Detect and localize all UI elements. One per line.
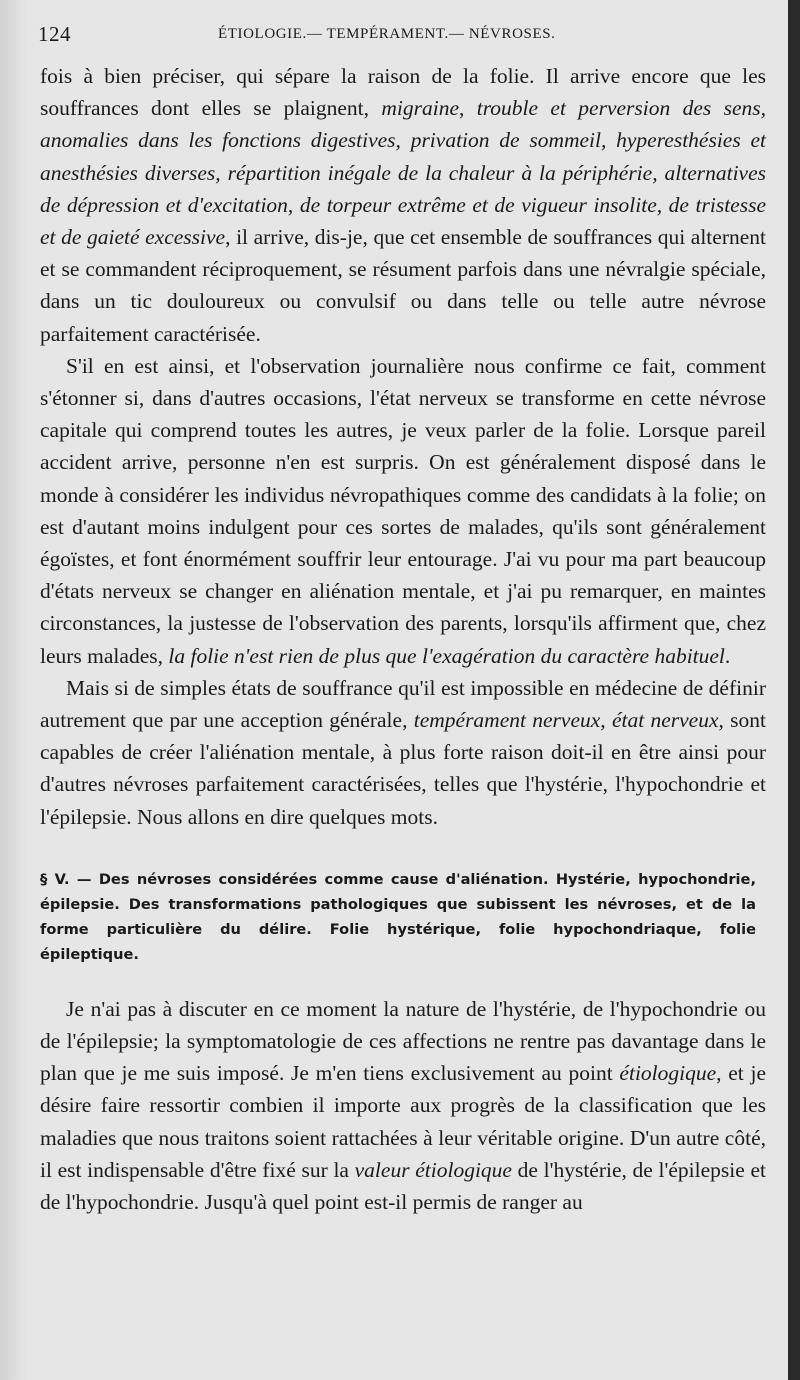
paragraph-4-end: de l'hystérie, de l'épilepsie et de l'hypochondrie. Jusqu'à quel point est-il permis de ranger au <box>40 1157 766 1215</box>
paragraph-1-italic-symptoms: trouble et perversion des sens, anomalies dans les fonctions digestives, privation de sommeil, hyperesthésies et anesthésies diverses, répartition inégale de la chaleur à la périphérie, alternatives de dépression et d'excitation, de torpeur extrême et de vigueur insolite, de tristesse et de gaieté excessive <box>40 96 766 250</box>
paragraph-4-italic-etiologique: étiologique <box>619 1061 717 1086</box>
paragraph-2-text: S'il en est ainsi, et l'observation journalière nous confirme ce fait, comment s'étonner si, dans d'autres occasions, l'état nerveux se transforme en cette névrose capitale qui comprend toutes les autres, je veux parler de la folie. Lorsque pareil accident arrive, personne n'en est surpris. On est généralement disposé dans le monde à considérer les individus névropathiques comme des candidats à la folie; on est d'autant moins indulgent pour ces sortes de malades, qu'ils sont généralement égoïstes, et font énormément souffrir leur entourage. J'ai vu pour ma part beaucoup d'états nerveux se changer en aliénation mentale, et j'ai pu remarquer, en maintes circonstances, la justesse de l'observation des parents, lorsqu'ils affirment que, chez leurs malades, <box>40 353 766 668</box>
paragraph-3 <box>40 672 766 833</box>
paragraph-2-italic-quote: la folie n'est rien de plus que l'exagération du caractère habituel <box>168 643 725 668</box>
page-header <box>30 22 766 52</box>
section-heading: § V. — Des névroses considérées comme cause d'aliénation. Hystérie, hypochondrie, épilepsie. Des transformations pathologiques que subissent les névroses, et de la forme particulière du délire. Folie hystérique, folie hypochondriaque, folie épileptique. <box>40 870 756 963</box>
running-head: ÉTIOLOGIE.— TEMPÉRAMENT.— NÉVROSES. <box>218 26 556 42</box>
paragraph-1-text-end: , il arrive, dis-je, que cet ensemble de souffrances qui alternent et se commandent réciproquement, se résument parfois dans une névralgie spéciale, dans un tic douloureux ou convulsif ou dans telle ou telle autre névrose parfaitement caractérisée. <box>40 225 766 346</box>
paragraph-1-text: fois à bien préciser, qui sépare la raison de la folie. Il arrive encore que les souffrances dont elles se plaignent, <box>40 64 766 121</box>
paragraph-2 <box>40 350 766 672</box>
page-gutter-shadow <box>0 0 28 1380</box>
paragraph-3-italic-terms: tempérament nerveux, état nerveux <box>413 708 719 733</box>
paragraph-2-end: . <box>724 643 731 668</box>
paragraph-3-end: , sont capables de créer l'aliénation mentale, à plus forte raison doit-il en être ainsi pour d'autres névroses parfaitement caractérisées, telles que l'hystérie, l'hypochondrie et l'épilepsie. Nous allons en dire quelques mots. <box>40 708 767 829</box>
page-edge-shadow <box>788 0 800 1380</box>
paragraph-4 <box>40 993 766 1218</box>
page-body <box>40 60 766 1218</box>
paragraph-3-text: Mais si de simples états de souffrance qu'il est impossible en médecine de définir autrement que par une acception générale, <box>40 675 766 733</box>
paragraph-4-text-mid: , et je désire faire ressortir combien il importe aux progrès de la classification que les maladies que nous traitons soient rattachées à leur véritable origine. D'un autre côté, il est indispensable d'être fixé sur la <box>40 1061 766 1182</box>
paragraph-4-italic-valeur: valeur étiologique <box>354 1157 512 1182</box>
paragraph-1-italic-migraine: migraine <box>381 96 460 121</box>
paragraph-1-comma: , <box>459 96 477 121</box>
paragraph-1 <box>40 60 766 350</box>
paragraph-4-text: Je n'ai pas à discuter en ce moment la nature de l'hystérie, de l'hypochondrie ou de l'épilepsie; la symptomatologie de ces affections ne rentre pas davantage dans le plan que je me suis imposé. Je m'en tiens exclusivement au point <box>40 996 766 1086</box>
page-number: 124 <box>38 22 71 46</box>
